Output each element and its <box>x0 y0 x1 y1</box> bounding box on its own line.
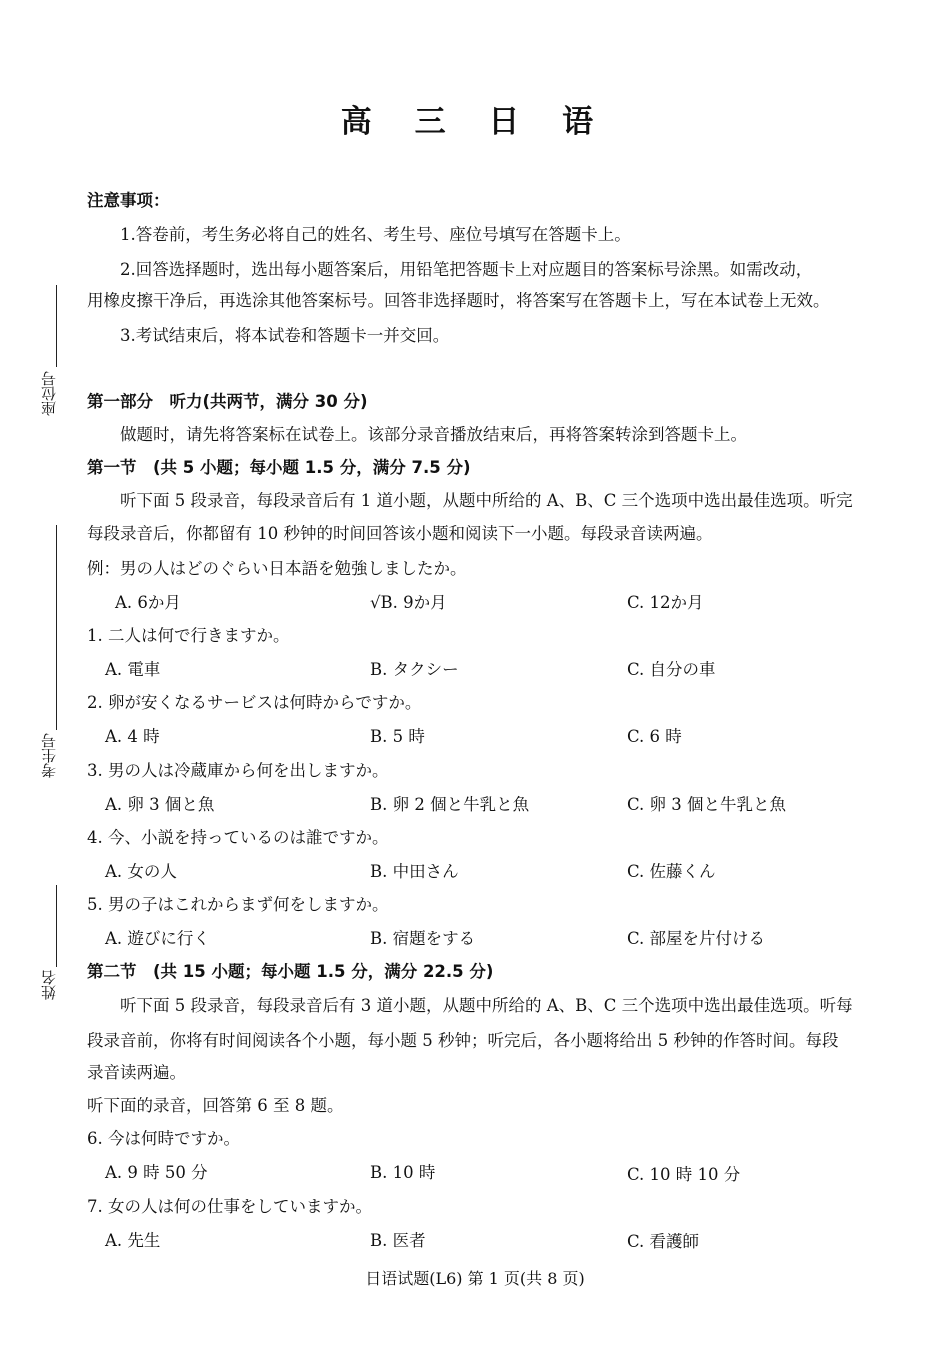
question-2: 2. 卵が安くなるサービスは何時からですか。 <box>87 693 422 712</box>
question-3-option-a: A. 卵 3 個と魚 <box>105 795 215 814</box>
notice-item-3: 3.考试结束后，将本试卷和答题卡一并交回。 <box>120 326 450 345</box>
question-3-option-c: C. 卵 3 個と牛乳と魚 <box>627 795 787 814</box>
question-1-option-c: C. 自分の車 <box>627 660 716 679</box>
seat-number-line <box>56 285 57 367</box>
question-4: 4. 今、小説を持っているのは誰ですか。 <box>87 828 389 847</box>
section2-intro-end: 录音读两遍。 <box>87 1063 186 1082</box>
section2-heading: 第二节 (共 15 小题；每小题 1.5 分，满分 22.5 分) <box>87 962 494 981</box>
example-option-b: √B. 9か月 <box>370 593 447 612</box>
question-5-option-a: A. 遊びに行く <box>105 929 210 948</box>
section2-intro: 听下面 5 段录音，每段录音后有 3 道小题，从题中所给的 A、B、C 三个选项中选出最佳选项。听每 <box>120 996 853 1015</box>
part1-intro: 做题时，请先将答案标在试卷上。该部分录音播放结束后，再将答案转涂到答题卡上。 <box>120 425 747 444</box>
question-7-option-c: C. 看護師 <box>627 1232 700 1251</box>
example-option-c: C. 12か月 <box>627 593 704 612</box>
page-footer: 日语试题(L6) 第 1 页(共 8 页) <box>365 1269 585 1288</box>
question-5-option-b: B. 宿題をする <box>370 929 476 948</box>
section1-intro: 听下面 5 段录音，每段录音后有 1 道小题，从题中所给的 A、B、C 三个选项中选出最佳选项。听完 <box>120 491 853 510</box>
exam-number-field <box>36 525 60 785</box>
question-3-option-b: B. 卵 2 個と牛乳と魚 <box>370 795 530 814</box>
question-1-option-b: B. タクシー <box>370 660 459 679</box>
question-1: 1. 二人は何で行きますか。 <box>87 626 290 645</box>
question-7-option-b: B. 医者 <box>370 1231 426 1250</box>
question-2-option-b: B. 5 時 <box>370 727 425 746</box>
seat-number-field <box>36 285 60 425</box>
question-7: 7. 女の人は何の仕事をしていますか。 <box>87 1197 372 1216</box>
section1-heading: 第一节 (共 5 小题；每小题 1.5 分，满分 7.5 分) <box>87 458 471 477</box>
question-5: 5. 男の子はこれからまず何をしますか。 <box>87 895 389 914</box>
question-6-option-b: B. 10 時 <box>370 1163 436 1182</box>
question-4-option-c: C. 佐藤くん <box>627 862 716 881</box>
exam-number-line <box>56 525 57 730</box>
name-label: 姓名 <box>40 970 58 1000</box>
name-line <box>56 885 57 967</box>
notice-item-2: 2.回答选择题时，选出每小题答案后，用铅笔把答题卡上对应题目的答案标号涂黑。如需改动， <box>120 260 813 279</box>
question-6-option-c: C. 10 時 10 分 <box>627 1165 741 1184</box>
notice-item-1: 1.答卷前，考生务必将自己的姓名、考生号、座位号填写在答题卡上。 <box>120 225 631 244</box>
question-2-option-c: C. 6 時 <box>627 727 682 746</box>
question-3: 3. 男の人は冷蔵庫から何を出しますか。 <box>87 761 389 780</box>
example-question: 例：男の人はどのぐらい日本語を勉強しましたか。 <box>87 559 467 578</box>
exam-number-label: 考生号 <box>40 733 58 778</box>
name-field <box>36 885 60 1015</box>
notice-item-2-cont: 用橡皮擦干净后，再选涂其他答案标号。回答非选择题时，将答案写在答题卡上，写在本试卷上无效。 <box>87 291 830 310</box>
question-6-option-a: A. 9 時 50 分 <box>105 1163 208 1182</box>
question-1-option-a: A. 電車 <box>105 660 161 679</box>
seat-number-label: 座位号 <box>40 371 58 416</box>
part1-heading: 第一部分 听力(共两节，满分 30 分) <box>87 392 368 411</box>
notice-heading: 注意事项： <box>87 191 170 210</box>
question-5-option-c: C. 部屋を片付ける <box>627 929 766 948</box>
question-7-option-a: A. 先生 <box>105 1231 161 1250</box>
question-4-option-a: A. 女の人 <box>105 862 177 881</box>
section2-intro-cont: 段录音前，你将有时间阅读各个小题，每小题 5 秒钟；听完后，各小题将给出 5 秒钟的作答时间。每段 <box>87 1031 839 1050</box>
question-6: 6. 今は何時ですか。 <box>87 1129 240 1148</box>
question-4-option-b: B. 中田さん <box>370 862 459 881</box>
page-title: 高 三 日 语 <box>340 104 610 140</box>
example-option-a: A. 6か月 <box>115 593 181 612</box>
question-2-option-a: A. 4 時 <box>105 727 160 746</box>
section1-intro-cont: 每段录音后，你都留有 10 秒钟的时间回答该小题和阅读下一小题。每段录音读两遍。 <box>87 524 713 543</box>
section2-instruction: 听下面的录音，回答第 6 至 8 题。 <box>87 1096 344 1115</box>
